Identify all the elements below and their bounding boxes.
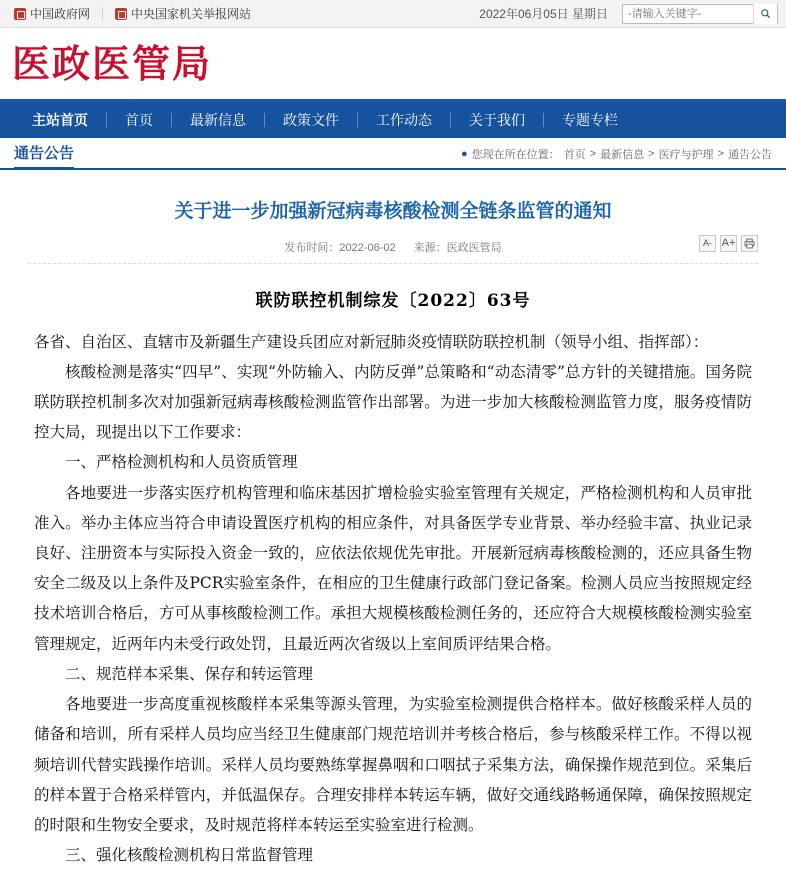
article-tools: [699, 235, 758, 252]
nav-item-0[interactable]: 主站首页: [14, 102, 106, 138]
publish-label: 发布时间：: [284, 242, 339, 254]
breadcrumb-item-2[interactable]: 医疗与护理: [659, 146, 714, 162]
breadcrumb-item-1[interactable]: 最新信息: [600, 146, 644, 162]
breadcrumb-label: 您现在所在位置：: [472, 146, 560, 162]
nav-item-2[interactable]: 最新信息: [172, 102, 264, 138]
publish-time: [284, 239, 395, 255]
article-paragraph-0: 各省、自治区、直辖市及新疆生产建设兵团应对新冠肺炎疫情联防联控机制（领导小组、指挥部）：: [34, 327, 752, 357]
section-title: 通告公告: [14, 142, 74, 170]
gov-portal-link[interactable]: [8, 5, 96, 22]
printer-icon: [744, 238, 755, 249]
article-meta: [28, 239, 758, 264]
breadcrumb-sep: >: [718, 148, 724, 160]
breadcrumb-item-3[interactable]: 通告公告: [728, 146, 772, 162]
gov-portal-label: 中国政府网: [30, 5, 90, 22]
nav-item-5[interactable]: 关于我们: [451, 102, 543, 138]
gov-emblem-icon: [14, 8, 26, 20]
section-breadcrumb-bar: [0, 138, 786, 170]
search-input[interactable]: [623, 5, 753, 23]
report-emblem-icon: [115, 8, 127, 20]
document-number: 联防联控机制综发〔2022〕63号: [28, 264, 758, 327]
article-paragraph-2: 一、严格检测机构和人员资质管理: [34, 447, 752, 477]
font-increase-button[interactable]: A+: [720, 235, 737, 252]
article-paragraph-5: 各地要进一步高度重视核酸样本采集等源头管理，为实验室检测提供合格样本。做好核酸采样人员的储备和培训，所有采样人员均应当经卫生健康部门规范培训并考核合格后，参与核酸采样工作。不得以视频培训代替实践操作培训。采样人员均要熟练掌握鼻咽和口咽拭子采集方法，确保操作规范到位。采集后的样本置于合格采样管内，并低温保存。合理安排样本转运车辆，做好交通线路畅通保障，确保按照规定的时限和生物安全要求，及时规范将样本转运至实验室进行检测。: [34, 689, 752, 840]
page-title: 关于进一步加强新冠病毒核酸检测全链条监管的通知: [28, 188, 758, 239]
site-logo[interactable]: 医政医管局: [12, 45, 212, 83]
site-header: [0, 28, 786, 102]
top-utility-bar: [0, 0, 786, 28]
search-icon: [760, 7, 771, 20]
font-decrease-button[interactable]: A-: [699, 235, 716, 252]
current-date: 2022年06月05日 星期日: [479, 5, 608, 22]
source-name: 医政医管局: [447, 242, 502, 254]
topbar-divider: [102, 7, 103, 21]
breadcrumb-item-0[interactable]: 首页: [564, 146, 586, 162]
search-box[interactable]: [622, 4, 778, 24]
main-navigation: [0, 102, 786, 138]
nav-item-6[interactable]: 专题专栏: [544, 102, 636, 138]
report-site-link[interactable]: [109, 5, 257, 22]
breadcrumb-sep: >: [590, 148, 596, 160]
search-button[interactable]: [753, 4, 777, 24]
article-paragraph-3: 各地要进一步落实医疗机构管理和临床基因扩增检验实验室管理有关规定，严格检测机构和人员审批准入。举办主体应当符合申请设置医疗机构的相应条件，对具备医学专业背景、举办经验丰富、执业记录良好、注册资本与实际投入资金一致的，应依法依规优先审批。开展新冠病毒核酸检测的，还应具备生物安全二级及以上条件及PCR实验室条件，在相应的卫生健康行政部门登记备案。检测人员应当按照规定经技术培训合格后，方可从事核酸检测工作。承担大规模核酸检测任务的，还应符合大规模核酸检测实验室管理规定，近两年内未受行政处罚，且最近两次省级以上室间质评结果合格。: [34, 478, 752, 659]
article-paragraph-1: 核酸检测是落实“四早”、实现“外防输入、内防反弹”总策略和“动态清零”总方针的关键措施。国务院联防联控机制多次对加强新冠病毒核酸检测监管作出部署。为进一步加大核酸检测监管力度，服务疫情防控大局，现提出以下工作要求：: [34, 357, 752, 448]
report-site-label: 中央国家机关举报网站: [131, 5, 251, 22]
nav-item-3[interactable]: 政策文件: [265, 102, 357, 138]
location-pin-icon: ●: [461, 148, 468, 160]
article-paragraph-6: 三、强化核酸检测机构日常监督管理: [34, 840, 752, 870]
source-info: [414, 239, 502, 255]
article-paragraph-4: 二、规范样本采集、保存和转运管理: [34, 659, 752, 689]
article-container: [0, 170, 786, 870]
nav-item-1[interactable]: 首页: [107, 102, 171, 138]
breadcrumb: [461, 146, 772, 168]
article-body: [28, 327, 758, 870]
nav-item-4[interactable]: 工作动态: [358, 102, 450, 138]
source-label: 来源：: [414, 242, 447, 254]
publish-date: 2022-06-02: [339, 242, 395, 254]
breadcrumb-sep: >: [648, 148, 654, 160]
print-button[interactable]: [741, 235, 758, 252]
